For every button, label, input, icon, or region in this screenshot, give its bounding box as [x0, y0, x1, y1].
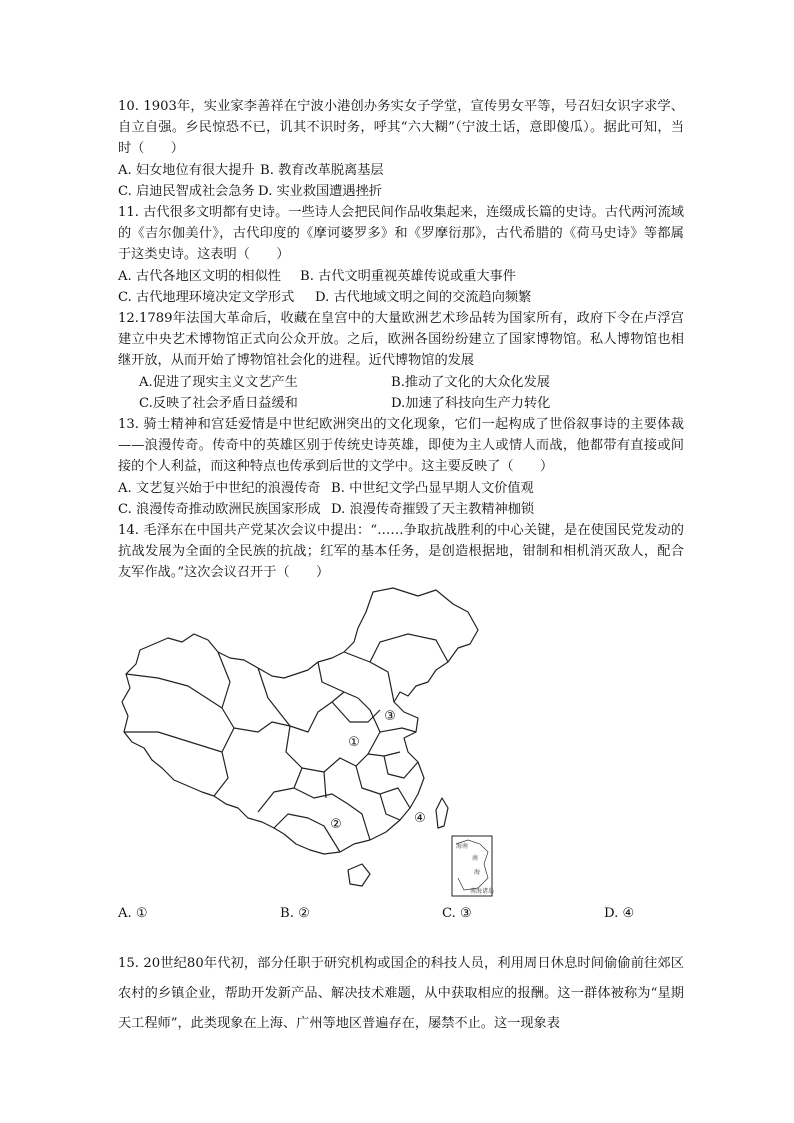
option-c[interactable]: C. 浪漫传奇推动欧洲民族国家形成	[118, 501, 321, 517]
option-c[interactable]: C. ③	[442, 906, 472, 921]
option-a[interactable]: A. 妇女地位有很大提升	[118, 162, 255, 178]
question-11-options	[118, 266, 684, 308]
option-a[interactable]: A. 文艺复兴始于中世纪的浪漫传奇	[118, 480, 321, 496]
inset-label-nan: 南	[472, 855, 479, 862]
question-11-stem: 11. 古代很多文明都有史诗。一些诗人会把民间作品收集起来，连缀成长篇的史诗。古代两河流域的《吉尔伽美什》，古代印度的《摩诃婆罗多》和《罗摩衍那》，古代希腊的《荷马史诗》等都属于这类史诗。这表明（ ）	[118, 205, 684, 263]
option-a[interactable]: A.促进了现实主义文艺产生	[139, 374, 298, 390]
map-marker-4: ④	[414, 811, 426, 826]
question-10-stem: 10. 1903年，实业家李善祥在宁波小港创办务实女子学堂，宣传男女平等，号召妇女识字求学、自立自强。乡民惊恐不已，讥其不识时务，呼其“六大糊”（宁波土话，意即傻瓜）。据此可知，当时（ ）	[118, 99, 684, 157]
inset-label-hai: 海	[474, 869, 481, 876]
inset-label-hainan: 海南	[456, 843, 469, 850]
option-d[interactable]: D. ④	[604, 906, 635, 921]
question-12-options	[118, 372, 684, 414]
option-c[interactable]: C.反映了社会矛盾日益缓和	[139, 395, 298, 411]
china-map-figure	[118, 582, 538, 902]
taiwan-island	[436, 798, 448, 828]
question-13-stem: 13. 骑士精神和宫廷爱情是中世纪欧洲突出的文化现象，它们一起构成了世俗叙事诗的主要体裁——浪漫传奇。传奇中的英雄区别于传统史诗英雄，即使为主人或情人而战，他都带有直接或间接的个人利益，而这种特点也传承到后世的文学中。这主要反映了（ ）	[118, 417, 684, 475]
inset-label-islands: 南海诸岛	[470, 888, 495, 895]
question-14-stem: 14. 毛泽东在中国共产党某次会议中提出：“……争取抗战胜利的中心关键，是在使国民党发动的抗战发展为全面的全民族的抗战；红军的基本任务，是创造根据地，钳制和相机消灭敌人，配合友军作战。”这次会议召开于（ ）	[118, 523, 684, 581]
china-map	[118, 582, 538, 902]
option-b[interactable]: B. 教育改革脱离基层	[260, 162, 384, 178]
map-marker-3: ③	[384, 709, 396, 724]
question-15-stem: 15. 20世纪80年代初，部分任职于研究机构或国企的科技人员，利用周日休息时间偷偷前往郊区农村的乡镇企业，帮助开发新产品、解决技术难题，从中获取相应的报酬。这一群体被称为“星期天工程师”，此类现象在上海、广州等地区普遍存在，屡禁不止。这一现象表	[118, 956, 684, 1032]
option-b[interactable]: B. ②	[280, 906, 310, 921]
option-c[interactable]: C. 古代地理环境决定文学形式	[118, 289, 295, 305]
map-marker-1: ①	[348, 735, 360, 750]
question-10-options	[118, 160, 684, 202]
question-12-stem: 12.1789年法国大革命后，收藏在皇宫中的大量欧洲艺术珍品转为国家所有，政府下令在卢浮宫建立中央艺术博物馆正式向公众开放。之后，欧洲各国纷纷建立了国家博物馆。私人博物馆也相继开放，从而开始了博物馆社会化的进程。近代博物馆的发展	[118, 311, 684, 369]
option-a[interactable]: A. ①	[118, 906, 148, 921]
option-d[interactable]: D. 古代地域文明之间的交流趋向频繁	[315, 289, 532, 305]
option-b[interactable]: B.推动了文化的大众化发展	[391, 374, 550, 390]
option-d[interactable]: D. 实业救国遭遇挫折	[258, 183, 382, 199]
question-sheet	[118, 96, 684, 584]
question-14-options	[118, 906, 648, 921]
hainan-island	[348, 864, 370, 886]
option-d[interactable]: D.加速了科技向生产力转化	[391, 395, 551, 411]
option-b[interactable]: B. 古代文明重视英雄传说或重大事件	[300, 268, 516, 284]
south-china-sea-inset	[452, 836, 494, 896]
option-c[interactable]: C. 启迪民智成社会急务	[118, 183, 255, 199]
option-d[interactable]: D. 浪漫传奇摧毁了天主教精神枷锁	[331, 501, 535, 517]
map-marker-2: ②	[330, 817, 342, 832]
option-b[interactable]: B. 中世纪文学凸显早期人文价值观	[331, 480, 534, 496]
option-a[interactable]: A. 古代各地区文明的相似性	[118, 268, 281, 284]
question-13-options	[118, 478, 684, 520]
